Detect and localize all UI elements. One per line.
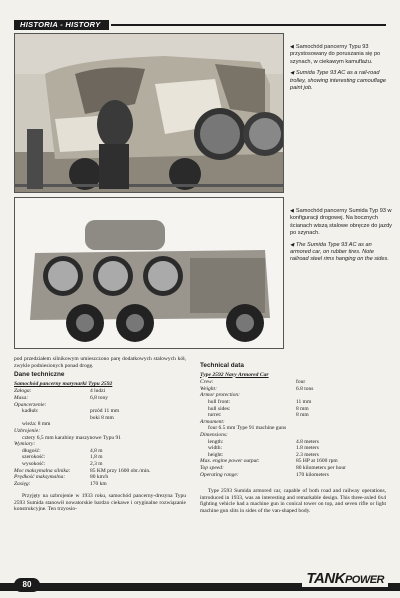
spec-label: turret: (208, 412, 222, 419)
logo-sub: POWER (344, 574, 384, 586)
spec-label: Masa: (14, 394, 29, 401)
spec-value: four 6.5 mm Type 91 machine guns (208, 425, 287, 432)
spec-label: Opancerzenie: (14, 401, 47, 408)
photo-rail-trolley (14, 33, 284, 193)
spec-label: wysokość: (22, 460, 46, 467)
spec-value: 80 kilometers per hour (296, 464, 346, 471)
spec-value: 2,3 m (90, 460, 103, 467)
spec-label: Crew: (200, 379, 214, 386)
spec-label: hull front: (208, 398, 231, 405)
header-rule (111, 24, 386, 26)
spec-label: length: (208, 438, 224, 445)
spec-table (14, 388, 186, 487)
caption-photo1 (290, 44, 392, 96)
caption-photo2 (290, 208, 392, 268)
logo-main: TANK (306, 570, 345, 587)
section-header (14, 20, 386, 30)
spec-label: height: (208, 451, 224, 458)
spec-value: 170 kilometers (296, 471, 329, 478)
caption-marker-icon: ◀ (290, 70, 294, 77)
spec-value: 4.8 meters (296, 438, 319, 445)
spec-label: kadłub: (22, 408, 39, 415)
magazine-logo (302, 570, 388, 587)
spec-label: hull sides: (208, 405, 231, 412)
spec-value: 2.3 meters (296, 451, 319, 458)
caption-marker-icon: ◀ (290, 44, 294, 50)
spec-label: Operating range: (200, 471, 239, 478)
section-title: Technical data (200, 362, 244, 369)
spec-value: przód 11 mm (90, 408, 120, 415)
section-tag: HISTORIA - HISTORY (14, 20, 109, 30)
vehicle-title: Type 2592 Navy Armored Car (200, 371, 269, 378)
spec-value: 11 mm (296, 398, 312, 405)
spec-label: Armor protection: (200, 392, 240, 399)
intro-text: pod przedziałem silnikowym umieszczono parę dodatkowych stalowych kół, zwykle podniesionych ponad drogę. (14, 356, 186, 369)
spec-label: Weight: (200, 385, 217, 392)
spec-label: Załoga: (14, 388, 32, 395)
spec-label: Dimensions: (200, 431, 228, 438)
spec-label: długość: (22, 447, 41, 454)
spec-label: Max. engine power output: (200, 458, 260, 465)
caption-en: Sumida Type 93 AC as a rail-road trolley, showing interesting camouflage paint job. (290, 70, 386, 92)
spec-value: 6,8 tony (90, 394, 109, 401)
spec-value: 170 km (90, 480, 107, 487)
spec-value: 1,8 m (90, 454, 103, 461)
caption-pl: Samochód pancerny Sumida Typ 93 w konfiguracji drogowej. Na bocznych ścianach wiszą stalowe obręcze do jazdy po szynach. (290, 208, 392, 237)
column-english (200, 360, 386, 514)
spec-label: Zasięg: (14, 480, 31, 487)
spec-value: boki 8 mm (90, 414, 114, 421)
spec-value: wieża: 8 mm (22, 421, 51, 428)
spec-label: Armament: (200, 418, 225, 425)
caption-en: The Sumida Type 93 AC as an armored car, on rubber tires. Note railroad steel rims hanging on the sides. (290, 241, 389, 263)
section-title: Dane techniczne (14, 371, 65, 379)
caption-pl: Samochód pancerny Typu 93 przystosowany do poruszania się po szynach, w ciekawym kamuflażu. (290, 44, 381, 65)
spec-value: 8 mm (296, 405, 309, 412)
spec-table (200, 379, 386, 478)
body-paragraph: Type 2593 Sumida armored car, capable of both road and railway operations, introduced in 1933, was an interesting and remarkable design. This three-axled 6x4 fighting vehicle had a machine gun in conical tower on top, and seven rifle or light machine gun slits in sides of the van-shaped body. (200, 488, 386, 514)
photo-armored-car (14, 197, 284, 349)
spec-label: Uzbrojenie: (14, 427, 41, 434)
spec-label: szerokość: (22, 454, 46, 461)
vehicle-title: Samochód pancerny marynarki Typu 2592 (14, 380, 113, 387)
column-polish (14, 356, 186, 513)
body-paragraph: Przyjęty na uzbrojenie w 1933 roku, samochód pancerny-drezyna Typu 2593 Sumida stanowił nowatorskie bardzo ciekawe i oryginalne rozwiązanie konstrukcyjne. Ten trzyosio- (14, 493, 186, 513)
spec-value: 4,8 m (90, 447, 103, 454)
spec-value: 4 ludzi (90, 388, 106, 395)
spec-label: width: (208, 445, 223, 452)
spec-value: 6.8 tons (296, 385, 314, 392)
caption-marker-icon: ◀ (290, 208, 294, 214)
spec-label: Wymiary: (14, 441, 36, 448)
page-number: 80 (14, 578, 40, 592)
spec-label: Moc maksymalna silnika: (14, 467, 71, 474)
spec-value: four (296, 379, 306, 386)
spec-label: Top speed: (200, 464, 224, 471)
spec-value: 80 km/h (90, 474, 109, 481)
caption-marker-icon: ◀ (290, 241, 294, 248)
spec-value: 85 KM przy 1600 obr./min. (90, 467, 151, 474)
spec-value: 1.8 meters (296, 445, 319, 452)
spec-value: cztery 6,5 mm karabiny maszynowe Typu 91 (22, 434, 121, 441)
spec-label: Prędkość maksymalna: (14, 474, 66, 481)
spec-value: 8 mm (296, 412, 309, 419)
spec-value: 85 HP at 1600 rpm (296, 458, 338, 465)
